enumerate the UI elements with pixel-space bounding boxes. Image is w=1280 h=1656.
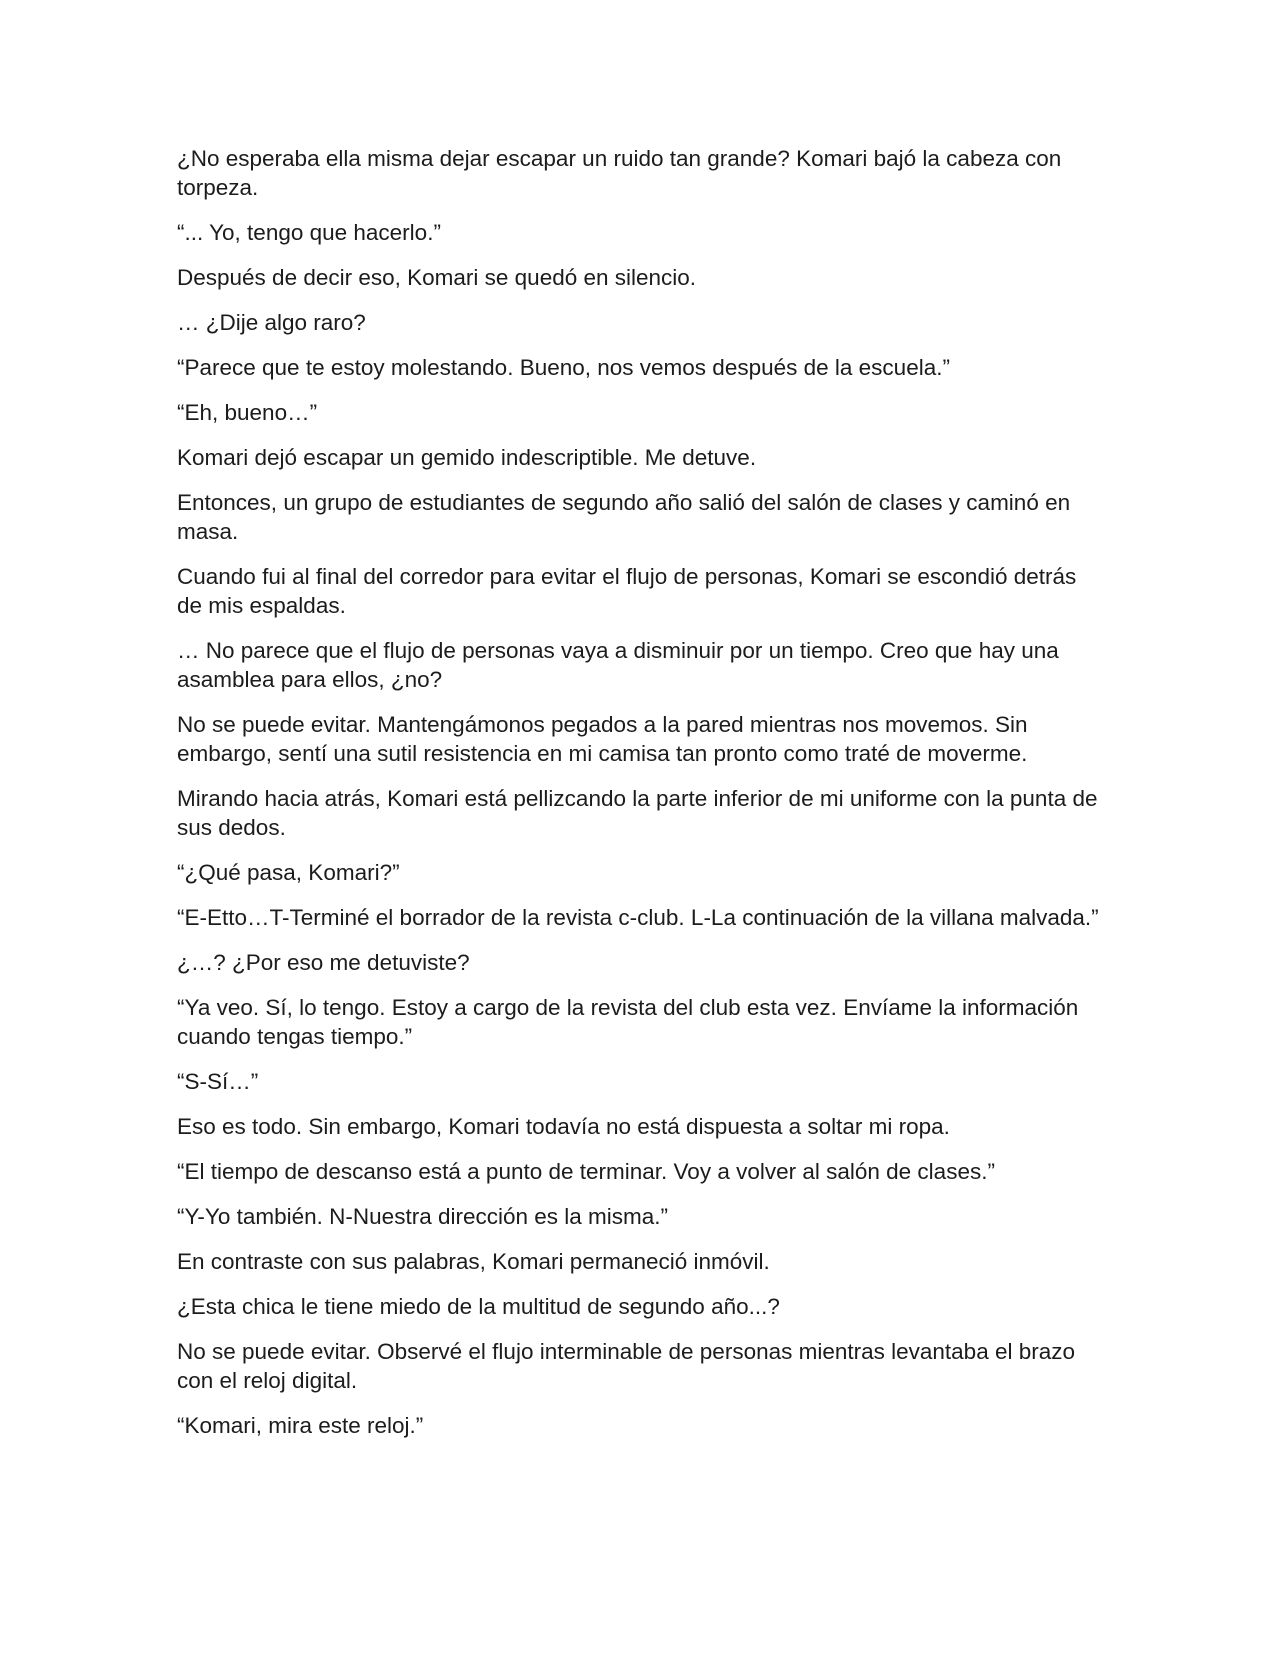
paragraph: ¿Esta chica le tiene miedo de la multitud de segundo año...?: [177, 1294, 780, 1319]
paragraph: En contraste con sus palabras, Komari permaneció inmóvil.: [177, 1249, 770, 1274]
paragraph: ¿…? ¿Por eso me detuviste?: [177, 950, 470, 975]
paragraph: “Komari, mira este reloj.”: [177, 1413, 424, 1438]
paragraph: “El tiempo de descanso está a punto de terminar. Voy a volver al salón de clases.”: [177, 1159, 995, 1184]
paragraph: “S-Sí…”: [177, 1069, 259, 1094]
paragraph: “E-Etto…T-Terminé el borrador de la revista c-club. L-La continuación de la villana malvada.”: [177, 905, 1099, 930]
paragraph: Eso es todo. Sin embargo, Komari todavía no está dispuesta a soltar mi ropa.: [177, 1114, 950, 1139]
paragraph: “Parece que te estoy molestando. Bueno, nos vemos después de la escuela.”: [177, 355, 950, 380]
paragraph: … ¿Dije algo raro?: [177, 310, 366, 335]
paragraph: “Y-Yo también. N-Nuestra dirección es la misma.”: [177, 1204, 669, 1229]
paragraph: “¿Qué pasa, Komari?”: [177, 860, 400, 885]
paragraph: ¿No esperaba ella misma dejar escapar un ruido tan grande? Komari bajó la cabeza con torpeza.: [177, 146, 1062, 200]
paragraph: “Eh, bueno…”: [177, 400, 318, 425]
paragraph: No se puede evitar. Mantengámonos pegados a la pared mientras nos movemos. Sin embargo, sentí una sutil resistencia en mi camisa tan pronto como traté de moverme.: [177, 712, 1028, 766]
paragraph: Cuando fui al final del corredor para evitar el flujo de personas, Komari se escondió detrás de mis espaldas.: [177, 564, 1077, 618]
paragraph: Después de decir eso, Komari se quedó en silencio.: [177, 265, 697, 290]
paragraph: Komari dejó escapar un gemido indescriptible. Me detuve.: [177, 445, 757, 470]
paragraph: No se puede evitar. Observé el flujo interminable de personas mientras levantaba el brazo con el reloj digital.: [177, 1339, 1076, 1393]
paragraph: … No parece que el flujo de personas vaya a disminuir por un tiempo. Creo que hay una asamblea para ellos, ¿no?: [177, 638, 1059, 692]
paragraph: Mirando hacia atrás, Komari está pellizcando la parte inferior de mi uniforme con la punta de sus dedos.: [177, 786, 1098, 840]
document-body: [177, 144, 1107, 1456]
paragraph: Entonces, un grupo de estudiantes de segundo año salió del salón de clases y caminó en masa.: [177, 490, 1071, 544]
paragraph: “... Yo, tengo que hacerlo.”: [177, 220, 441, 245]
paragraph: “Ya veo. Sí, lo tengo. Estoy a cargo de la revista del club esta vez. Envíame la información cuando tengas tiempo.”: [177, 995, 1079, 1049]
